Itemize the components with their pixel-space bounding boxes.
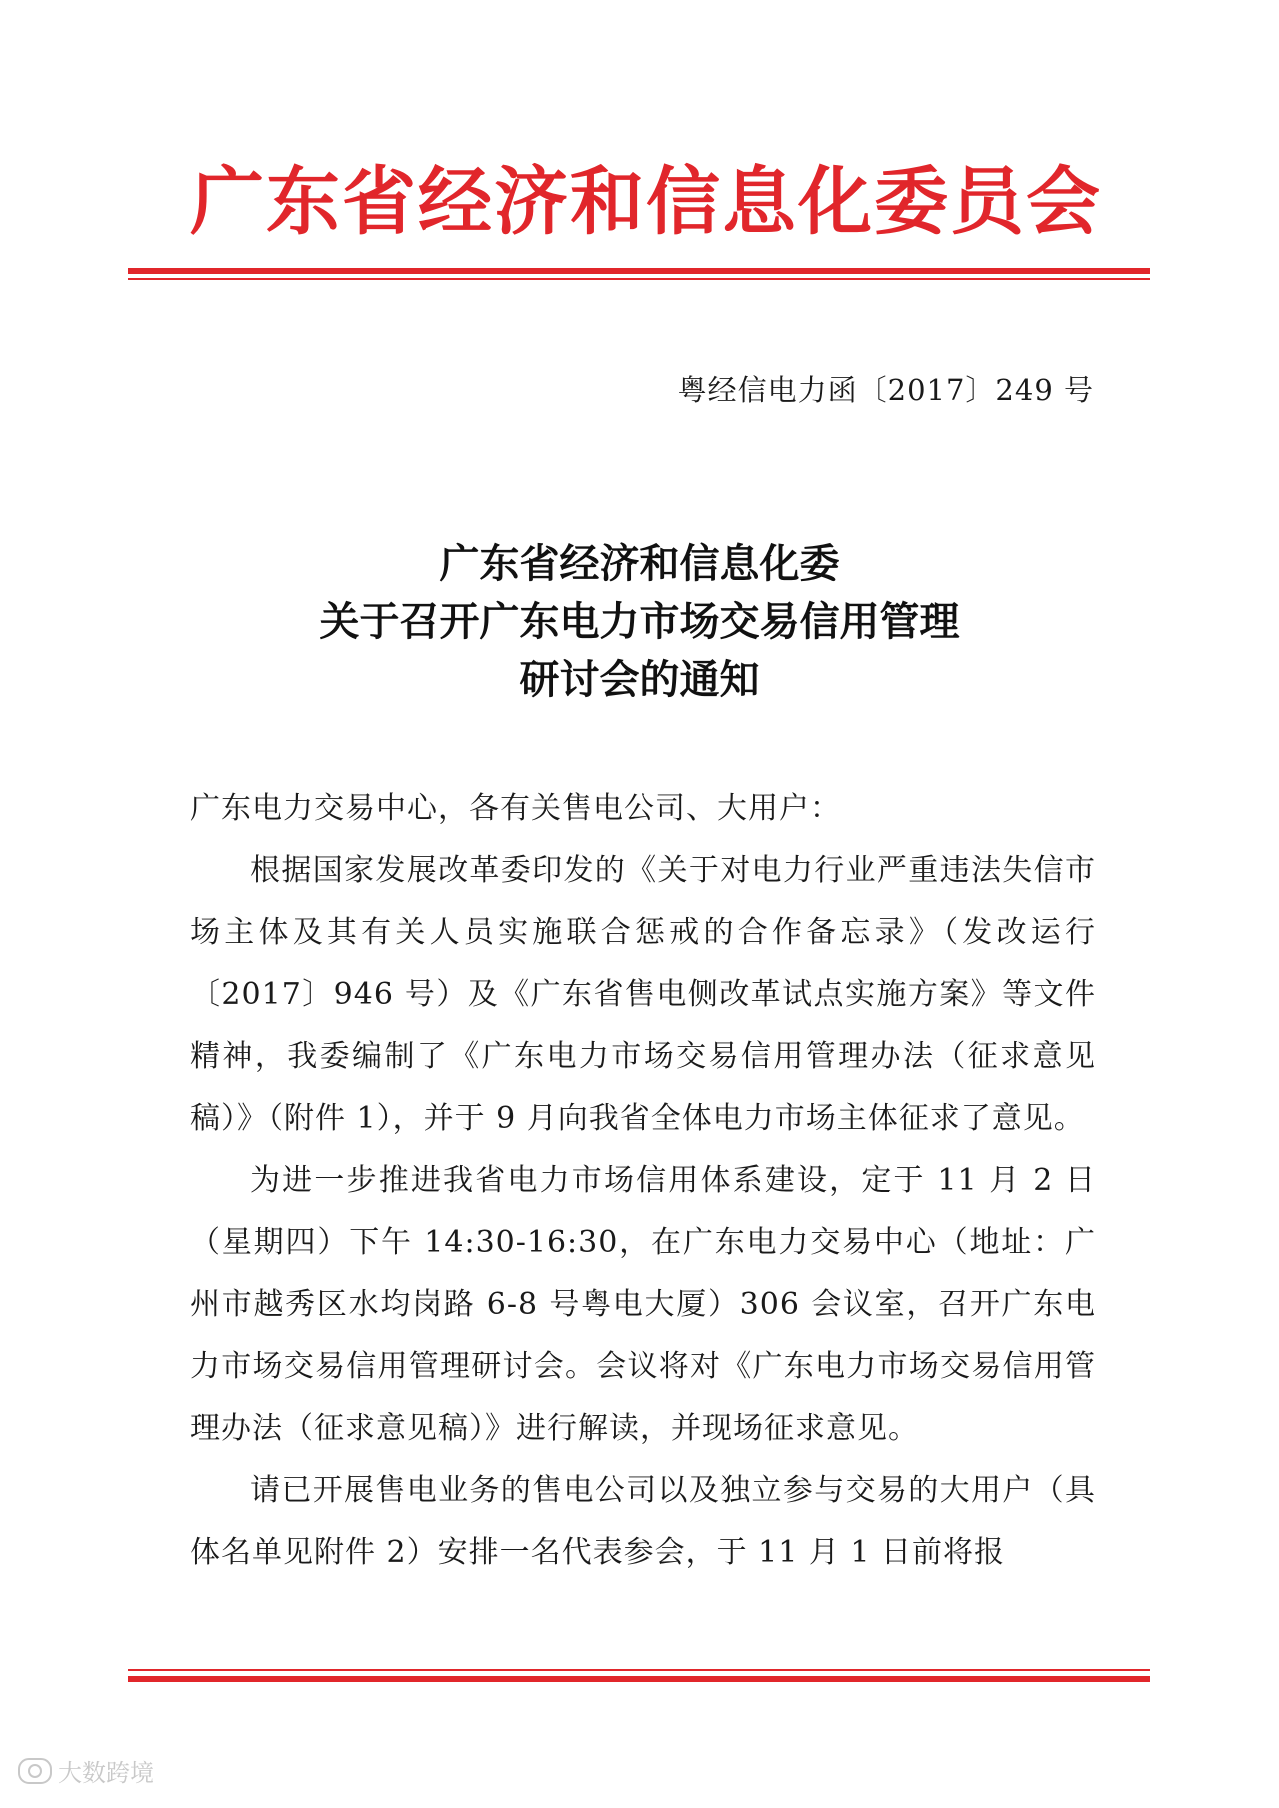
body-paragraph-1: 根据国家发展改革委印发的《关于对电力行业严重违法失信市场主体及其有关人员实施联合惩戒的合作备忘录》（发改运行〔2017〕946 号）及《广东省售电侧改革试点实施方案》等文件精神，我委编制了《广东电力市场交易信用管理办法（征求意见稿）》（附件 1），并于 9 月向我省全体电力市场主体征求了意见。 xyxy=(190,853,1096,1136)
title-line-1: 广东省经济和信息化委 xyxy=(439,540,840,587)
salutation: 广东电力交易中心，各有关售电公司、大用户： xyxy=(190,791,841,826)
document-body xyxy=(190,778,1096,1584)
body-paragraph-2: 为进一步推进我省电力市场信用体系建设，定于 11 月 2 日（星期四）下午 14:30-16:30，在广东电力交易中心（地址：广州市越秀区水均岗路 6-8 号粤电大厦）306 会议室，召开广东电力市场交易信用管理研讨会。会议将对《广东电力市场交易信用管理办法（征求意见稿）》进行解读，并现场征求意见。 xyxy=(190,1163,1096,1446)
header-rule-thick xyxy=(128,268,1150,274)
footer-rule-thick xyxy=(128,1676,1150,1682)
document-title xyxy=(0,535,1279,709)
footer-rule-thin xyxy=(128,1669,1150,1671)
body-paragraph-3: 请已开展售电业务的售电公司以及独立参与交易的大用户（具体名单见附件 2）安排一名代表参会，于 11 月 1 日前将报 xyxy=(190,1473,1096,1570)
document-number: 粤经信电力函〔2017〕249 号 xyxy=(677,373,1094,407)
watermark-logo-icon xyxy=(18,1758,52,1784)
issuer-masthead: 广东省经济和信息化委员会 xyxy=(190,159,1102,245)
watermark-text: 大数跨境 xyxy=(58,1759,154,1787)
watermark xyxy=(18,1753,154,1788)
title-line-3: 研讨会的通知 xyxy=(519,656,760,703)
title-line-2: 关于召开广东电力市场交易信用管理 xyxy=(319,598,960,645)
header-rule-thin xyxy=(128,278,1150,280)
